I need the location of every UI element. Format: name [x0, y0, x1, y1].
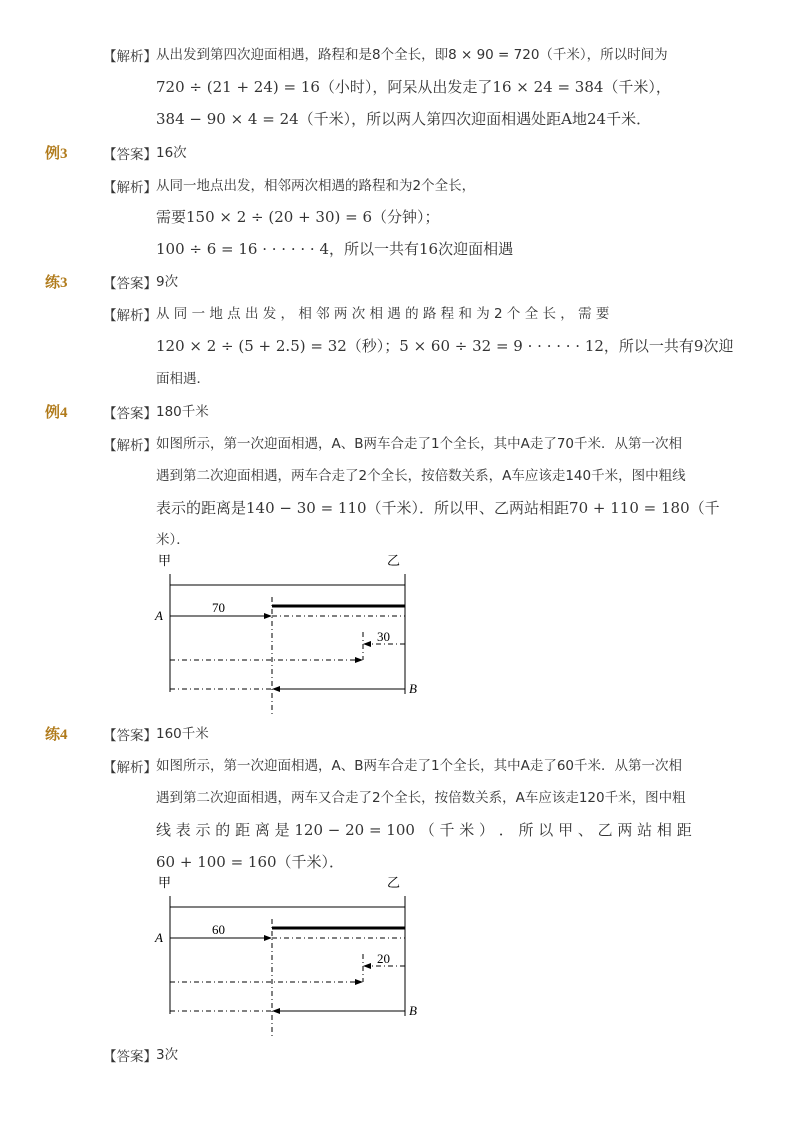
answer-label: 【答案】 [103, 728, 157, 744]
example-4-line-2: 遇到第二次迎面相遇，两车合走了2个全长，按倍数关系，A车应该走140千米，图中粗线 [156, 468, 686, 484]
example-3-line-2: 需要150 × 2 ÷ (20 + 30) = 6（分钟）； [156, 208, 440, 226]
distance-30: 30 [377, 629, 390, 644]
practice-3-line-1: 从 同 一 地 点 出 发 ， 相 邻 两 次 相 遇 的 路 程 和 为 2 个 全 长 ， 需 要 [156, 306, 610, 322]
example-3-tag: 例3 [45, 146, 68, 162]
example-4-line-1: 如图所示，第一次迎面相遇，A、B两车合走了1个全长，其中A走了70千米．从第一次相 [156, 436, 682, 452]
practice-4-line-1: 如图所示，第一次迎面相遇，A、B两车合走了1个全长，其中A走了60千米．从第一次相 [156, 758, 682, 774]
example-4-diagram [150, 552, 420, 720]
last-answer: 3次 [156, 1047, 179, 1063]
example-4-line-3: 表示的距离是140 − 30 = 110（千米）．所以甲、乙两站相距70 + 110 = 180（千 [156, 499, 720, 517]
answer-label: 【答案】 [103, 1049, 157, 1065]
label-jia: 甲 [158, 875, 172, 890]
block1-line-1: 从出发到第四次迎面相遇，路程和是8个全长，即8 × 90 = 720（千米），所以时间为 [156, 47, 668, 63]
label-b: B [409, 1003, 417, 1018]
example-4-line-4: 米）． [156, 532, 190, 548]
example-4-answer: 180千米 [156, 404, 209, 420]
answer-label: 【答案】 [103, 276, 157, 292]
practice-4-answer: 160千米 [156, 726, 209, 742]
label-b: B [409, 681, 417, 696]
practice-3-answer: 9次 [156, 274, 179, 290]
label-jia: 甲 [158, 553, 172, 568]
answer-label: 【答案】 [103, 406, 157, 422]
analysis-label: 【解析】 [103, 438, 157, 454]
practice-3-line-3: 面相遇． [156, 371, 210, 387]
practice-4-diagram [150, 874, 420, 1042]
example-3-answer: 16次 [156, 145, 187, 161]
answer-label: 【答案】 [103, 147, 157, 163]
distance-20: 20 [377, 951, 390, 966]
practice-4-line-3: 线 表 示 的 距 离 是 120 − 20 = 100 （ 千 米 ） ． 所 以 甲 、 乙 两 站 相 距 [156, 821, 692, 839]
distance-60: 60 [212, 922, 225, 937]
example-4-tag: 例4 [45, 405, 68, 421]
label-a: A [155, 930, 163, 945]
block1-line-3: 384 − 90 × 4 = 24（千米），所以两人第四次迎面相遇处距A地24千米． [156, 110, 652, 128]
practice-3-line-2: 120 × 2 ÷ (5 + 2.5) = 32（秒）；5 × 60 ÷ 32 = 9 · · · · · · 12，所以一共有9次迎 [156, 337, 734, 355]
label-yi: 乙 [387, 553, 401, 568]
practice-4-line-2: 遇到第二次迎面相遇，两车又合走了2个全长，按倍数关系，A车应该走120千米，图中粗 [156, 790, 686, 806]
analysis-label: 【解析】 [103, 760, 157, 776]
practice-4-tag: 练4 [45, 727, 68, 743]
label-yi: 乙 [387, 875, 401, 890]
practice-3-tag: 练3 [45, 275, 68, 291]
block1-line-2: 720 ÷ (21 + 24) = 16（小时），阿呆从出发走了16 × 24 = 384（千米）， [156, 78, 671, 96]
practice-4-line-4: 60 + 100 = 160（千米）． [156, 853, 345, 871]
example-3-line-1: 从同一地点出发，相邻两次相遇的路程和为2个全长， [156, 178, 476, 194]
distance-70: 70 [212, 600, 225, 615]
example-3-line-3: 100 ÷ 6 = 16 · · · · · · 4，所以一共有16次迎面相遇 [156, 240, 514, 258]
label-a: A [155, 608, 163, 623]
analysis-label: 【解析】 [103, 308, 157, 324]
analysis-label: 【解析】 [103, 180, 157, 196]
analysis-label: 【解析】 [103, 49, 157, 65]
